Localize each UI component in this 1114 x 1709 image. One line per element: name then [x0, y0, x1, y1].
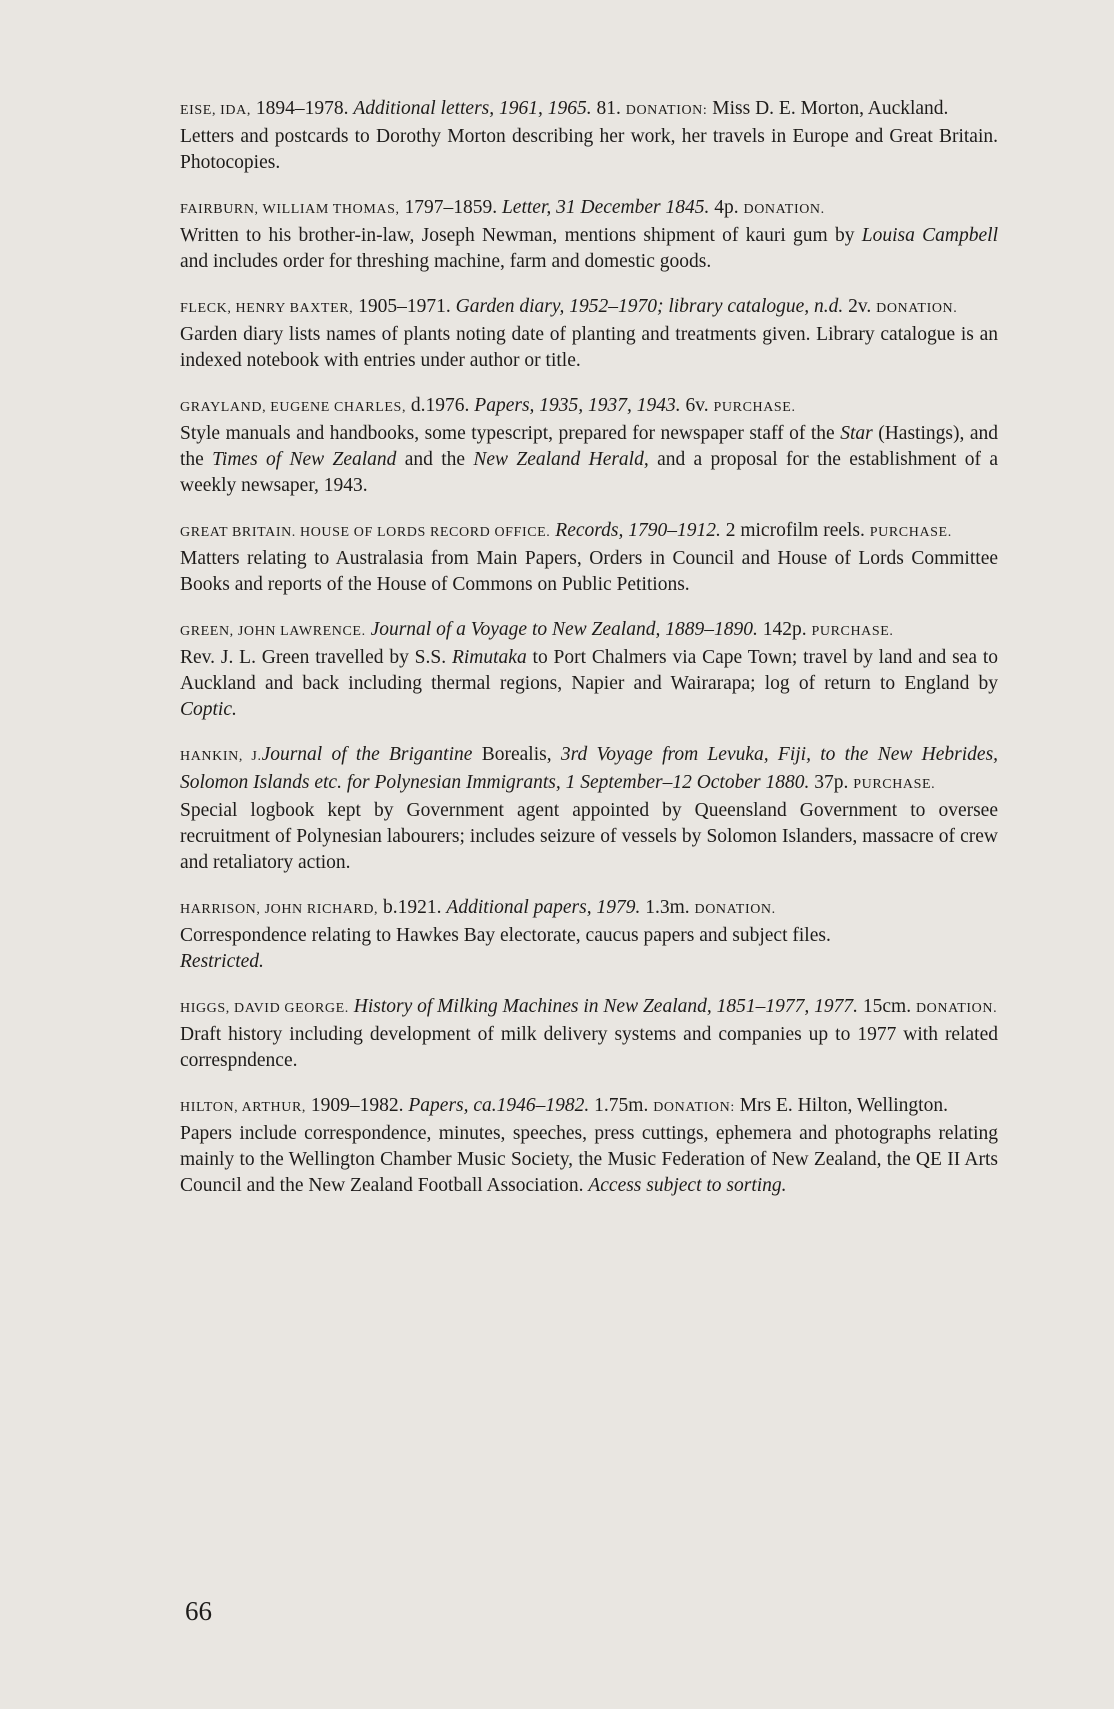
- entry-acquisition-type: PURCHASE.: [713, 400, 796, 415]
- entry-heading: [180, 994, 998, 1022]
- entry-acquisition-type: PURCHASE.: [869, 525, 952, 540]
- description-text: and a proposal for the establishment of a weekly newsaper, 1943.: [180, 449, 998, 496]
- entry-acquisition-detail: Mrs E. Hilton, Wellington.: [739, 1095, 948, 1116]
- entry-extent: 1.75m.: [594, 1095, 649, 1116]
- ship-name: Rimutaka: [451, 647, 527, 668]
- entry-acquisition-type: PURCHASE.: [811, 624, 894, 639]
- entry-acquisition-type: DONATION:: [625, 103, 708, 118]
- access-note: Access subject to sorting.: [588, 1175, 787, 1196]
- catalogue-entry: [180, 1093, 998, 1199]
- entry-acquisition-type: DONATION.: [743, 202, 825, 217]
- catalogue-entry: [180, 994, 998, 1074]
- entry-extent: 15cm.: [862, 996, 912, 1017]
- entry-extent: 37p.: [814, 772, 849, 793]
- entry-dates: b.1921.: [383, 897, 442, 918]
- entry-title: Journal of the Brigantine: [261, 744, 473, 765]
- entry-dates: 1905–1971.: [358, 296, 451, 317]
- catalogue-entry: [180, 742, 998, 876]
- description-text: Written to his brother-in-law, Joseph Newman, mentions shipment of kauri gum by: [180, 225, 855, 246]
- description-text: Papers include correspondence, minutes, speeches, press cuttings, ephemera and photographs relating mainly to the Wellington Chamber Music Society, the Music Federation of New Zealand, the QE II Arts Council and the New Zealand Football Association.: [180, 1123, 998, 1196]
- entry-extent: 1.3m.: [645, 897, 690, 918]
- entry-acquisition-detail: Miss D. E. Morton, Auckland.: [712, 98, 949, 119]
- entry-name: GRAYLAND, EUGENE CHARLES,: [180, 400, 407, 415]
- entry-heading: [180, 393, 998, 421]
- restriction-note: Restricted.: [180, 951, 264, 972]
- entry-name: EISE, IDA,: [180, 103, 251, 118]
- catalogue-entry: [180, 518, 998, 598]
- entry-heading: [180, 195, 998, 223]
- entry-description: Special logbook kept by Government agent appointed by Queensland Government to oversee recruitment of Polynesian labourers; includes seizure of vessels by Solomon Islanders, massacre of crew and retaliatory action.: [180, 800, 998, 873]
- entry-acquisition-type: PURCHASE.: [853, 777, 936, 792]
- entry-dates: 1894–1978.: [255, 98, 349, 119]
- entry-description: Correspondence relating to Hawkes Bay electorate, caucus papers and subject files.: [180, 925, 831, 946]
- description-text: (Hastings), and the: [180, 423, 998, 470]
- newspaper-name: Star: [840, 423, 873, 444]
- description-text: Rev. J. L. Green travelled by S.S.: [180, 647, 447, 668]
- entry-heading: [180, 294, 998, 322]
- catalogue-entry: [180, 96, 998, 176]
- entry-acquisition-type: DONATION.: [915, 1001, 998, 1016]
- entry-title: Garden diary, 1952–1970; library catalogue, n.d.: [455, 296, 844, 317]
- page-number: 66: [185, 1596, 212, 1626]
- entry-acquisition-type: DONATION.: [694, 902, 776, 917]
- entry-description: Matters relating to Australasia from Main Papers, Orders in Council and House of Lords Committee Books and reports of the House of Commons on Public Petitions.: [180, 548, 998, 595]
- entry-name: HANKIN, J.: [180, 749, 262, 764]
- entry-extent: 2 microfilm reels.: [725, 520, 865, 541]
- catalogue-entry: [180, 294, 998, 374]
- entry-heading: [180, 617, 998, 645]
- entry-title: Additional letters, 1961, 1965.: [353, 98, 592, 119]
- description-text: Style manuals and handbooks, some typescript, prepared for newspaper staff of the: [180, 423, 835, 444]
- catalogue-page: [180, 96, 998, 1218]
- entry-name: GREAT BRITAIN. HOUSE OF LORDS RECORD OFFICE.: [180, 525, 551, 540]
- entry-heading: [180, 1093, 998, 1121]
- entry-name: FLECK, HENRY BAXTER,: [180, 301, 354, 316]
- entry-extent: 81.: [596, 98, 621, 119]
- entry-title: Letter, 31 December 1845.: [501, 197, 710, 218]
- entry-note: [180, 949, 998, 975]
- ship-name: Louisa Campbell: [861, 225, 998, 246]
- catalogue-entry: [180, 393, 998, 499]
- newspaper-name: New Zealand Herald,: [473, 449, 649, 470]
- entry-title: Papers, ca.1946–1982.: [408, 1095, 590, 1116]
- newspaper-name: Times of New Zealand: [212, 449, 397, 470]
- entry-title: Records, 1790–1912.: [555, 520, 721, 541]
- entry-dates: 1909–1982.: [310, 1095, 404, 1116]
- entry-heading: [180, 895, 998, 923]
- entry-extent: 142p.: [762, 619, 807, 640]
- entry-description: Letters and postcards to Dorothy Morton describing her work, her travels in Europe and Great Britain. Photocopies.: [180, 126, 998, 173]
- entry-description: Draft history including development of milk delivery systems and companies up to 1977 with related correspndence.: [180, 1024, 998, 1071]
- description-text: and the: [404, 449, 466, 470]
- catalogue-entry: [180, 195, 998, 275]
- ship-name: Coptic.: [180, 699, 237, 720]
- entry-title: 3rd Voyage from Levuka, Fiji, to the New Hebrides, Solomon Islands etc. for Polynesian Immigrants, 1 September–12 October 1880.: [180, 744, 999, 793]
- entry-heading: [180, 742, 998, 798]
- entry-description: [180, 645, 998, 723]
- entry-title: Additional papers, 1979.: [446, 897, 641, 918]
- entry-description: [180, 421, 998, 499]
- entry-extent: 6v.: [685, 395, 709, 416]
- entry-title: History of Milking Machines in New Zealand, 1851–1977, 1977.: [353, 996, 858, 1017]
- catalogue-entry: [180, 895, 998, 975]
- entry-dates: d.1976.: [410, 395, 470, 416]
- description-text: to Port Chalmers via Cape Town; travel by land and sea to Auckland and back including thermal regions, Napier and Wairarapa; log of return to England by: [180, 647, 998, 694]
- description-text: and includes order for threshing machine, farm and domestic goods.: [180, 251, 712, 272]
- entry-name: GREEN, JOHN LAWRENCE.: [180, 624, 366, 639]
- entry-extent: 4p.: [714, 197, 739, 218]
- entry-dates: 1797–1859.: [404, 197, 498, 218]
- ship-name: Borealis,: [481, 744, 552, 765]
- entry-heading: [180, 518, 998, 546]
- entry-name: HARRISON, JOHN RICHARD,: [180, 902, 379, 917]
- catalogue-entry: [180, 617, 998, 723]
- entry-description: [180, 223, 998, 275]
- entry-acquisition-type: DONATION:: [653, 1100, 735, 1115]
- entry-name: HILTON, ARTHUR,: [180, 1100, 307, 1115]
- entry-name: FAIRBURN, WILLIAM THOMAS,: [180, 202, 400, 217]
- entry-description: [180, 1121, 998, 1199]
- entry-name: HIGGS, DAVID GEORGE.: [180, 1001, 349, 1016]
- entry-title: Journal of a Voyage to New Zealand, 1889–1890.: [370, 619, 758, 640]
- entry-acquisition-type: DONATION.: [876, 301, 958, 316]
- entry-extent: 2v.: [848, 296, 872, 317]
- entry-title: Papers, 1935, 1937, 1943.: [474, 395, 681, 416]
- entry-description: Garden diary lists names of plants noting date of planting and treatments given. Library catalogue is an indexed notebook with entries under author or title.: [180, 324, 998, 371]
- entry-heading: [180, 96, 998, 124]
